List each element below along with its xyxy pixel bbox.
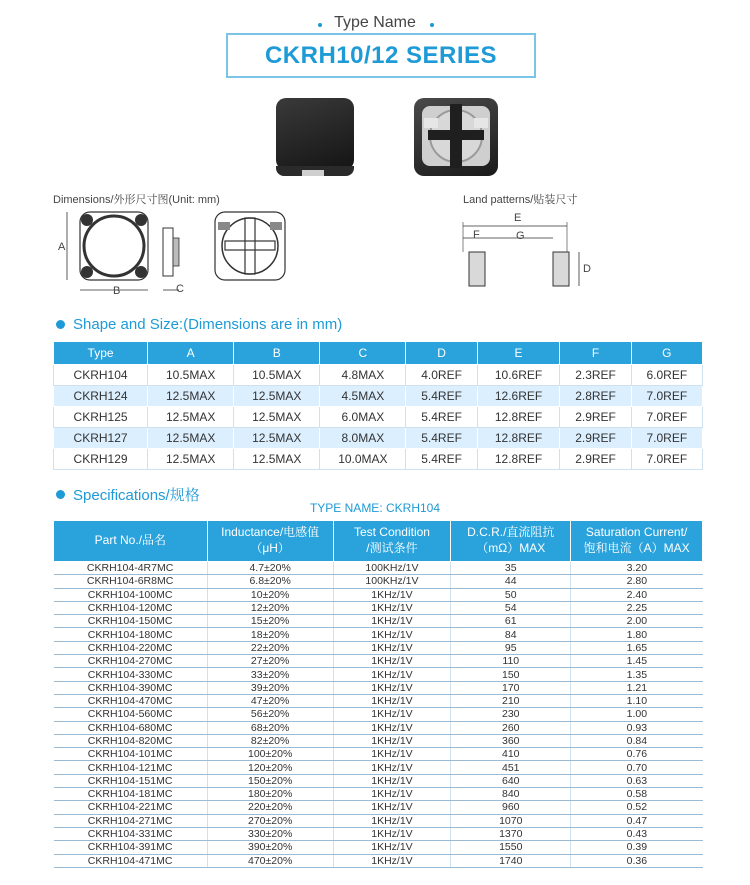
table-cell: 270±20%: [207, 814, 333, 827]
spec-header-line: Inductance/电感值: [221, 525, 320, 540]
dimensions-label: Dimensions/外形尺寸图(Unit: mm): [53, 194, 220, 206]
table-cell: 82±20%: [207, 734, 333, 747]
table-cell: 1.45: [571, 655, 703, 668]
table-row: [54, 588, 703, 601]
table-cell: 12.5MAX: [234, 407, 320, 428]
product-photo-top: [276, 98, 354, 170]
table-cell: 470±20%: [207, 854, 333, 867]
table-row: [54, 562, 703, 575]
table-cell: 1KHz/1V: [333, 708, 451, 721]
table-cell: 1KHz/1V: [333, 628, 451, 641]
table-cell: 54: [451, 601, 571, 614]
table-cell: 33±20%: [207, 668, 333, 681]
table-row: [54, 601, 703, 614]
land-f-label: F: [473, 229, 480, 241]
table-cell: 5.4REF: [406, 407, 477, 428]
spec-header-cell: [333, 521, 451, 562]
table-cell: 12.6REF: [477, 386, 560, 407]
table-cell: 150±20%: [207, 774, 333, 787]
table-cell: 3.20: [571, 562, 703, 575]
table-cell: 230: [451, 708, 571, 721]
table-cell: 2.00: [571, 615, 703, 628]
table-cell: 1.00: [571, 708, 703, 721]
table-cell: 4.5MAX: [320, 386, 406, 407]
table-row: [54, 721, 703, 734]
table-cell: 12.5MAX: [148, 428, 234, 449]
table-row: [54, 407, 703, 428]
table-row: [54, 668, 703, 681]
table-cell: 39±20%: [207, 681, 333, 694]
table-cell: 12.5MAX: [234, 386, 320, 407]
table-cell: 2.25: [571, 601, 703, 614]
spec-header-cell: [207, 521, 333, 562]
table-cell: 1KHz/1V: [333, 841, 451, 854]
table-cell: 1KHz/1V: [333, 588, 451, 601]
table-cell: CKRH104-270MC: [54, 655, 208, 668]
table-cell: 100±20%: [207, 748, 333, 761]
table-cell: 18±20%: [207, 628, 333, 641]
table-row: [54, 386, 703, 407]
table-cell: 10±20%: [207, 588, 333, 601]
table-cell: 2.3REF: [560, 365, 631, 386]
land-patterns-label: Land patterns/贴装尺寸: [463, 194, 578, 206]
table-cell: 8.0MAX: [320, 428, 406, 449]
table-cell: 15±20%: [207, 615, 333, 628]
table-cell: CKRH104-100MC: [54, 588, 208, 601]
shape-table: [53, 341, 703, 470]
table-cell: 27±20%: [207, 655, 333, 668]
shape-table-header: [54, 342, 703, 365]
table-cell: CKRH104-101MC: [54, 748, 208, 761]
table-cell: CKRH104-120MC: [54, 601, 208, 614]
spec-type-name: TYPE NAME: CKRH104: [309, 501, 441, 515]
table-cell: 5.4REF: [406, 449, 477, 470]
table-cell: 0.63: [571, 774, 703, 787]
table-cell: CKRH124: [54, 386, 148, 407]
table-cell: 100KHz/1V: [333, 575, 451, 588]
table-cell: 10.6REF: [477, 365, 560, 386]
table-cell: 4.8MAX: [320, 365, 406, 386]
table-cell: CKRH104-390MC: [54, 681, 208, 694]
table-row: [54, 641, 703, 654]
table-cell: 0.39: [571, 841, 703, 854]
table-cell: 1KHz/1V: [333, 734, 451, 747]
table-cell: 35: [451, 562, 571, 575]
spec-header-cell: [451, 521, 571, 562]
table-cell: CKRH104-221MC: [54, 801, 208, 814]
dim-b-label: B: [113, 285, 121, 297]
bullet-icon: [56, 320, 65, 329]
dim-c-label: C: [176, 283, 184, 295]
table-cell: 1KHz/1V: [333, 601, 451, 614]
table-cell: 1KHz/1V: [333, 615, 451, 628]
table-cell: CKRH125: [54, 407, 148, 428]
spec-header-line: /测试条件: [366, 541, 418, 555]
table-cell: 22±20%: [207, 641, 333, 654]
spec-header-line: 饱和电流（A）MAX: [583, 541, 690, 555]
table-cell: CKRH104-180MC: [54, 628, 208, 641]
spec-header-line: Test Condition: [353, 525, 430, 540]
table-row: [54, 734, 703, 747]
table-cell: 1.35: [571, 668, 703, 681]
spec-table-header: [54, 521, 703, 562]
dim-a-label: A: [58, 241, 66, 253]
spec-header-line: Saturation Current/: [585, 525, 688, 540]
spec-header-line: （μH）: [250, 541, 290, 555]
table-cell: 0.47: [571, 814, 703, 827]
table-cell: 1KHz/1V: [333, 721, 451, 734]
table-cell: CKRH104-680MC: [54, 721, 208, 734]
table-cell: CKRH104-181MC: [54, 788, 208, 801]
table-cell: 0.76: [571, 748, 703, 761]
table-cell: 2.40: [571, 588, 703, 601]
table-row: [54, 575, 703, 588]
table-row: [54, 615, 703, 628]
table-cell: 12.5MAX: [234, 449, 320, 470]
table-cell: 7.0REF: [631, 407, 702, 428]
table-cell: 1KHz/1V: [333, 641, 451, 654]
table-cell: 12.5MAX: [148, 386, 234, 407]
table-cell: 210: [451, 694, 571, 707]
table-cell: CKRH104: [54, 365, 148, 386]
table-row: [54, 655, 703, 668]
table-cell: 12.5MAX: [148, 449, 234, 470]
table-cell: 1KHz/1V: [333, 681, 451, 694]
table-cell: 44: [451, 575, 571, 588]
table-row: [54, 841, 703, 854]
table-cell: 1KHz/1V: [333, 801, 451, 814]
table-row: [54, 628, 703, 641]
table-cell: 120±20%: [207, 761, 333, 774]
table-cell: 95: [451, 641, 571, 654]
table-row: [54, 428, 703, 449]
series-title-box: [226, 33, 536, 78]
table-cell: 61: [451, 615, 571, 628]
table-row: [54, 814, 703, 827]
table-cell: CKRH104-4R7MC: [54, 562, 208, 575]
table-cell: 10.0MAX: [320, 449, 406, 470]
table-cell: 84: [451, 628, 571, 641]
spec-header-line: D.C.R./直流阻抗: [467, 525, 555, 540]
table-row: [54, 365, 703, 386]
table-cell: 2.9REF: [560, 407, 631, 428]
table-cell: 2.80: [571, 575, 703, 588]
table-cell: 960: [451, 801, 571, 814]
shape-header-cell: C: [320, 342, 406, 365]
table-cell: 1KHz/1V: [333, 761, 451, 774]
table-cell: 2.9REF: [560, 428, 631, 449]
table-cell: 4.0REF: [406, 365, 477, 386]
table-cell: 1.65: [571, 641, 703, 654]
table-cell: 1KHz/1V: [333, 774, 451, 787]
spec-header-line: Part No./品名: [94, 533, 167, 548]
land-d-label: D: [583, 263, 591, 275]
table-cell: CKRH104-820MC: [54, 734, 208, 747]
table-cell: 840: [451, 788, 571, 801]
table-cell: 1KHz/1V: [333, 668, 451, 681]
table-cell: 1KHz/1V: [333, 748, 451, 761]
table-cell: 1KHz/1V: [333, 814, 451, 827]
header-dot-right: [430, 23, 434, 27]
table-cell: 451: [451, 761, 571, 774]
table-cell: 10.5MAX: [234, 365, 320, 386]
table-row: [54, 748, 703, 761]
shape-header-cell: B: [234, 342, 320, 365]
table-row: [54, 449, 703, 470]
product-photo-bottom: [414, 98, 498, 176]
table-cell: 7.0REF: [631, 386, 702, 407]
spec-table: [53, 520, 703, 868]
table-cell: 5.4REF: [406, 386, 477, 407]
land-patterns-drawing: [455, 212, 605, 292]
table-cell: 390±20%: [207, 841, 333, 854]
table-cell: 68±20%: [207, 721, 333, 734]
spec-header-cell: [54, 521, 208, 562]
table-cell: 4.7±20%: [207, 562, 333, 575]
table-cell: 1.21: [571, 681, 703, 694]
table-cell: CKRH104-271MC: [54, 814, 208, 827]
table-cell: CKRH104-121MC: [54, 761, 208, 774]
table-cell: 0.43: [571, 827, 703, 840]
table-cell: 640: [451, 774, 571, 787]
table-cell: CKRH104-330MC: [54, 668, 208, 681]
table-row: [54, 694, 703, 707]
table-cell: 330±20%: [207, 827, 333, 840]
table-cell: 1KHz/1V: [333, 694, 451, 707]
table-cell: 2.9REF: [560, 449, 631, 470]
table-row: [54, 774, 703, 787]
table-row: [54, 827, 703, 840]
table-cell: CKRH104-391MC: [54, 841, 208, 854]
table-row: [54, 708, 703, 721]
table-cell: 12.5MAX: [148, 407, 234, 428]
table-cell: 50: [451, 588, 571, 601]
table-cell: 1KHz/1V: [333, 854, 451, 867]
table-cell: CKRH129: [54, 449, 148, 470]
table-cell: 0.52: [571, 801, 703, 814]
table-cell: CKRH104-151MC: [54, 774, 208, 787]
table-row: [54, 854, 703, 867]
table-cell: 410: [451, 748, 571, 761]
spec-header-cell: [571, 521, 703, 562]
table-row: [54, 761, 703, 774]
shape-header-cell: G: [631, 342, 702, 365]
shape-header-cell: Type: [54, 342, 148, 365]
table-cell: 5.4REF: [406, 428, 477, 449]
table-cell: 1550: [451, 841, 571, 854]
table-cell: 12.8REF: [477, 428, 560, 449]
table-cell: 1070: [451, 814, 571, 827]
table-cell: 12.8REF: [477, 407, 560, 428]
table-cell: CKRH104-471MC: [54, 854, 208, 867]
land-e-label: E: [514, 212, 522, 224]
table-cell: 1370: [451, 827, 571, 840]
table-cell: 110: [451, 655, 571, 668]
table-cell: CKRH104-6R8MC: [54, 575, 208, 588]
type-name-label: Type Name: [334, 14, 416, 31]
spec-header-line: （mΩ）MAX: [476, 541, 546, 555]
table-cell: 0.58: [571, 788, 703, 801]
table-cell: 1KHz/1V: [333, 788, 451, 801]
table-cell: 0.36: [571, 854, 703, 867]
shape-header-cell: F: [560, 342, 631, 365]
table-cell: 1KHz/1V: [333, 827, 451, 840]
table-cell: 0.93: [571, 721, 703, 734]
table-cell: 1740: [451, 854, 571, 867]
table-cell: 6.0REF: [631, 365, 702, 386]
shape-section-heading: Shape and Size:(Dimensions are in mm): [56, 316, 342, 333]
table-cell: CKRH104-150MC: [54, 615, 208, 628]
shape-header-cell: D: [406, 342, 477, 365]
shape-header-cell: E: [477, 342, 560, 365]
table-cell: 1.80: [571, 628, 703, 641]
table-cell: CKRH104-560MC: [54, 708, 208, 721]
table-row: [54, 788, 703, 801]
table-cell: 170: [451, 681, 571, 694]
table-cell: 2.8REF: [560, 386, 631, 407]
table-cell: 7.0REF: [631, 428, 702, 449]
table-row: [54, 681, 703, 694]
table-cell: 6.8±20%: [207, 575, 333, 588]
table-row: [54, 801, 703, 814]
table-cell: 56±20%: [207, 708, 333, 721]
table-cell: 10.5MAX: [148, 365, 234, 386]
shape-header-cell: A: [148, 342, 234, 365]
table-cell: CKRH127: [54, 428, 148, 449]
table-cell: 1.10: [571, 694, 703, 707]
table-cell: 12.5MAX: [234, 428, 320, 449]
table-cell: 1KHz/1V: [333, 655, 451, 668]
table-cell: 360: [451, 734, 571, 747]
table-cell: 0.70: [571, 761, 703, 774]
table-cell: CKRH104-331MC: [54, 827, 208, 840]
spec-section-heading: Specifications/规格: [56, 484, 200, 505]
land-g-label: G: [516, 230, 525, 242]
table-cell: 150: [451, 668, 571, 681]
table-cell: 7.0REF: [631, 449, 702, 470]
table-cell: 12±20%: [207, 601, 333, 614]
table-cell: 47±20%: [207, 694, 333, 707]
table-cell: 12.8REF: [477, 449, 560, 470]
table-cell: 0.84: [571, 734, 703, 747]
series-title: CKRH10/12 SERIES: [264, 41, 498, 69]
table-cell: 180±20%: [207, 788, 333, 801]
table-cell: 220±20%: [207, 801, 333, 814]
table-cell: CKRH104-470MC: [54, 694, 208, 707]
table-cell: CKRH104-220MC: [54, 641, 208, 654]
table-cell: 260: [451, 721, 571, 734]
table-cell: 100KHz/1V: [333, 562, 451, 575]
table-cell: 6.0MAX: [320, 407, 406, 428]
bullet-icon: [56, 490, 65, 499]
